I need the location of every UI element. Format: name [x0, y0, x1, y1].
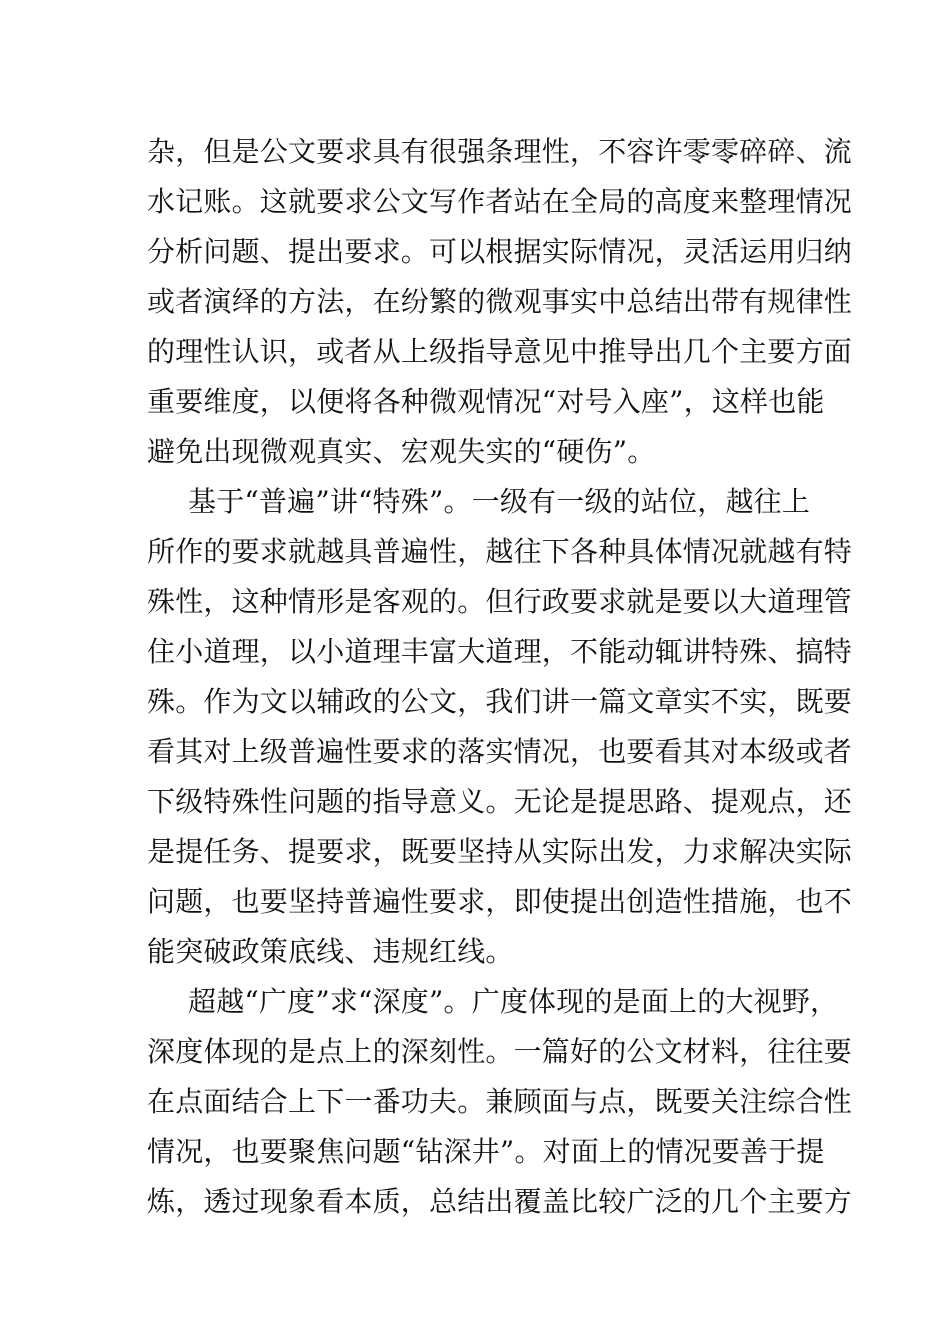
text-line: 是提任务、提要求，既要坚持从实际出发，力求解决实际 [147, 835, 853, 868]
text-line: 深度体现的是点上的深刻性。一篇好的公文材料，往往要 [147, 1035, 853, 1068]
text-line: 情况，也要聚焦问题“钻深井”。对面上的情况要善于提 [147, 1135, 825, 1168]
text-line: 在点面结合上下一番功夫。兼顾面与点，既要关注综合性 [147, 1085, 853, 1118]
text-line: 看其对上级普遍性要求的落实情况，也要看其对本级或者 [147, 735, 853, 768]
text-line: 殊性，这种情形是客观的。但行政要求就是要以大道理管 [147, 585, 853, 618]
text-line: 下级特殊性问题的指导意义。无论是提思路、提观点，还 [147, 785, 853, 818]
text-line: 所作的要求就越具普遍性，越往下各种具体情况就越有特 [147, 535, 853, 568]
text-line: 住小道理，以小道理丰富大道理，不能动辄讲特殊、搞特 [147, 635, 853, 668]
text-line: 能突破政策底线、违规红线。 [147, 935, 514, 968]
text-line: 分析问题、提出要求。可以根据实际情况，灵活运用归纳 [147, 235, 853, 268]
text-line: 的理性认识，或者从上级指导意见中推导出几个主要方面 [147, 335, 853, 368]
paragraph-heading-line: 基于“普遍”讲“特殊”。一级有一级的站位，越往上 [188, 485, 811, 518]
text-line: 水记账。这就要求公文写作者站在全局的高度来整理情况 [147, 185, 853, 218]
text-line: 殊。作为文以辅政的公文，我们讲一篇文章实不实，既要 [147, 685, 853, 718]
text-line: 或者演绎的方法，在纷繁的微观事实中总结出带有规律性 [147, 285, 853, 318]
text-line: 避免出现微观真实、宏观失实的“硬伤”。 [147, 435, 656, 468]
text-line: 重要维度，以便将各种微观情况“对号入座”，这样也能 [147, 385, 825, 418]
text-line: 杂，但是公文要求具有很强条理性，不容许零零碎碎、流 [147, 135, 853, 168]
text-line: 炼，透过现象看本质，总结出覆盖比较广泛的几个主要方 [147, 1185, 853, 1218]
text-line: 问题，也要坚持普遍性要求，即使提出创造性措施，也不 [147, 885, 853, 918]
paragraph-heading-line: 超越“广度”求“深度”。广度体现的是面上的大视野， [188, 985, 839, 1018]
